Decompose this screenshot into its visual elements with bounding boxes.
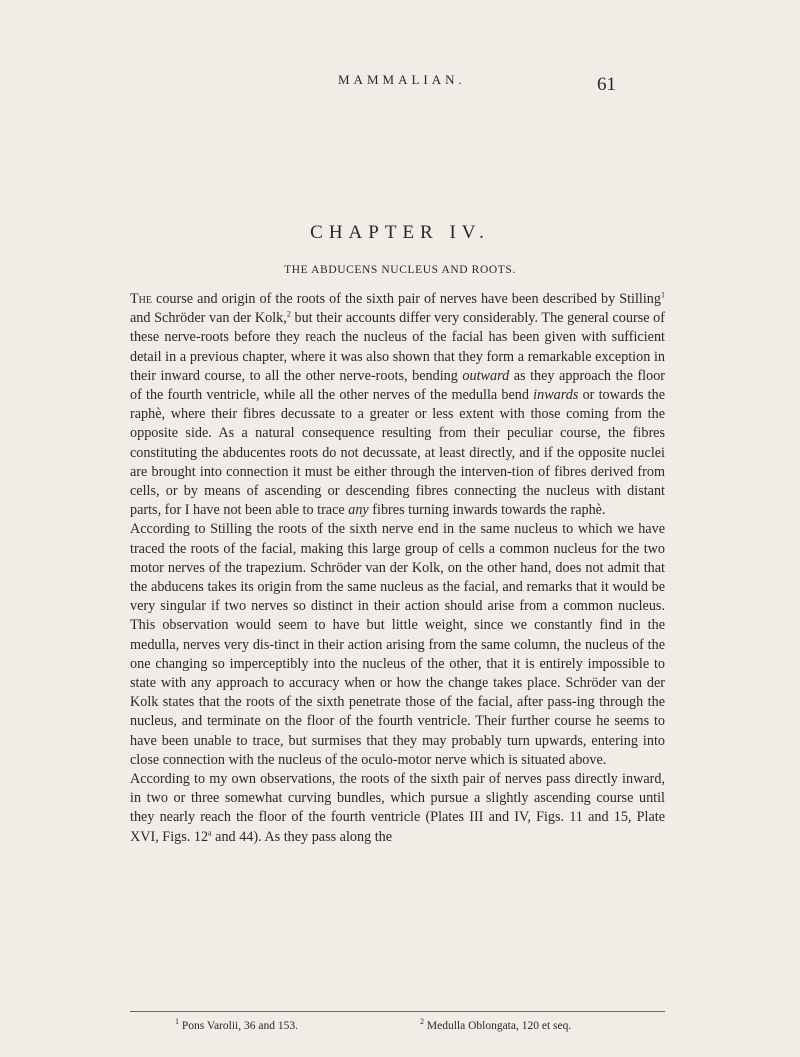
paragraph-text: but their accounts differ very considerably. The general course of these nerve-roots before they reach the nucleus of the facial has been given with sufficient detail in a previous chapter, where it was also shown that they form a remarkable exception in their inward course, to all the other nerve-roots, bending (130, 310, 666, 384)
paragraph-3 (130, 770, 665, 847)
footnote-rule (130, 1011, 665, 1012)
page-number: 61 (597, 74, 616, 95)
section-title: THE ABDUCENS NUCLEUS AND ROOTS. (284, 264, 516, 276)
paragraph-2: According to Stilling the roots of the sixth nerve end in the same nucleus to which we have traced the roots of the facial, making this large group of cells a common nucleus for the two motor nerves of the trapezium. Schröder van der Kolk, on the other hand, does not admit that the abducens takes its origin from the same nucleus as the facial, and remarks that it would be very singular if two nerves so distinct in their action should arise from a common nucleus. This observation would seem to have but little weight, since we constantly find in the medulla, nerves very dis-tinct in their action arising from the same column, the nucleus of the one changing so imperceptibly into the nucleus of the other, that it is entirely impossible to state with any approach to accuracy when or how the change takes place. Schröder van der Kolk states that the roots of the sixth penetrate those of the facial, after pass-ing through the nucleus, and terminate on the floor of the fourth ventricle. Their further course he seems to have been unable to trace, but surmises that they may probably turn upwards, entering into close connection with the nucleus of the oculo-motor nerve which is situated above. (130, 521, 665, 768)
paragraph-text: course and origin of the roots of the sixth pair of nerves have been described by Stilling (156, 291, 661, 307)
emphasis: outward (462, 367, 510, 384)
body-text (130, 290, 665, 847)
paragraph-text: and Schröder van der Kolk, (130, 310, 287, 327)
paragraph-text: as they approach the floor of the fourth ventricle, while all the other nerves of the medulla bend (130, 367, 666, 404)
footnote-mark: 1 (175, 1017, 179, 1027)
running-head: MAMMALIAN. (338, 72, 466, 87)
footnote-text: Pons Varolii, 36 and 153. (181, 1020, 298, 1032)
footnote-text: Medulla Oblongata, 120 et seq. (426, 1020, 572, 1032)
footnote-2 (420, 1017, 572, 1032)
paragraph-text: According to my own observations, the roots of the sixth pair of nerves pass directly inward, in two or three somewhat curving bundles, which pursue a slightly ascending course until they nearly reach the floor of the fourth ventricle (Plates III and IV, Figs. 11 and 15, Plate XVI, Figs. 12 (130, 771, 665, 845)
chapter-title: CHAPTER IV. (310, 222, 490, 243)
footnote-ref: 1 (661, 290, 665, 300)
emphasis: any (348, 502, 369, 519)
footnote-ref: 2 (286, 309, 291, 319)
paragraph-text: fibres turning inwards towards the raphè. (372, 502, 606, 519)
superscript: a (208, 827, 212, 837)
lead-word: The (130, 291, 152, 307)
footnote-mark: 2 (420, 1017, 424, 1027)
paragraph-text: or towards the raphè, where their fibres decussate to a greater or less extent with those coming from the opposite side. As a natural consequence resulting from their peculiar course, the fibres constituting the abducentes roots do not decussate, at least directly, and if the opposite nuclei are brought into connection it must be either through the interven-tion of fibres derived from cells, or by means of ascending or descending fibres connecting the nucleus with distant parts, for I have not been able to trace (130, 387, 666, 519)
emphasis: inwards (533, 387, 579, 404)
paragraph-text: and 44). As they pass along the (215, 828, 393, 845)
footnote-1 (175, 1017, 298, 1032)
paragraph-1 (130, 290, 665, 520)
